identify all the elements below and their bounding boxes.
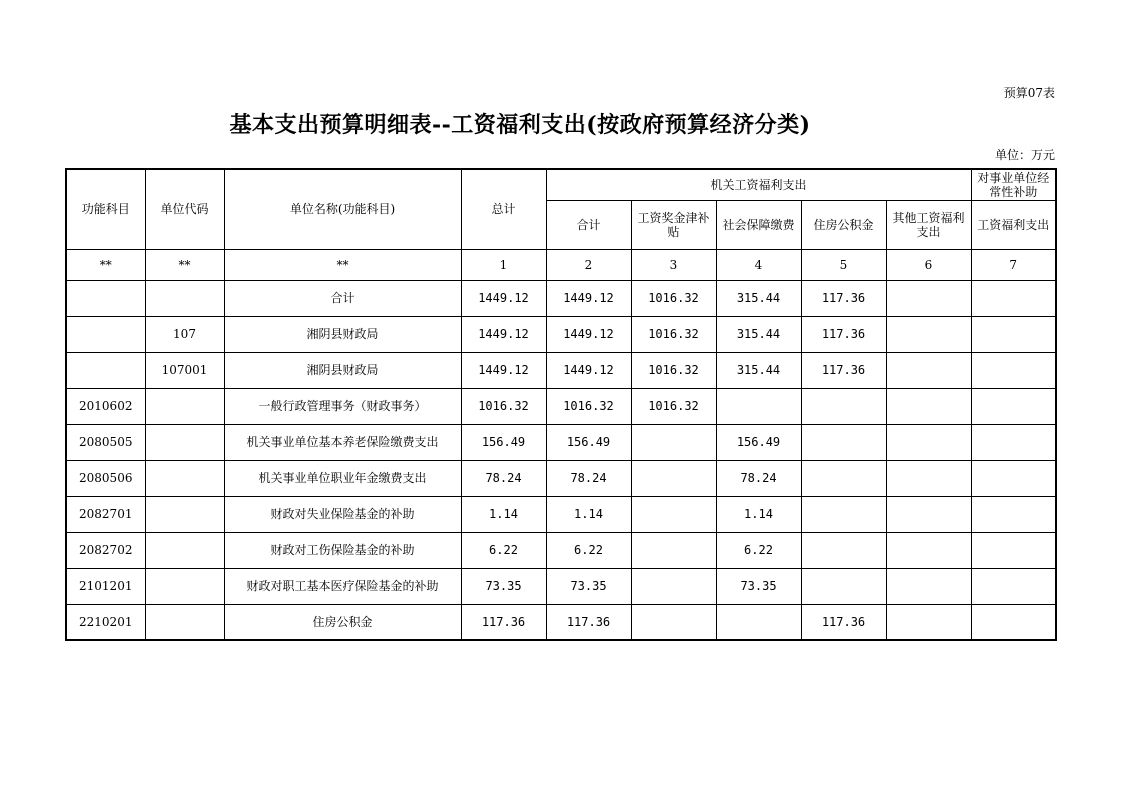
salary-cell (631, 532, 716, 568)
sub-total-cell: 6.22 (546, 532, 631, 568)
unit-name-cell: 机关事业单位基本养老保险缴费支出 (224, 424, 461, 460)
unit-code-cell (145, 388, 224, 424)
table-body (66, 280, 1056, 640)
table-row (66, 532, 1056, 568)
social-cell: 6.22 (716, 532, 801, 568)
index-cell: ** (145, 249, 224, 280)
unit-code-cell: 107001 (145, 352, 224, 388)
header-unit-code: 单位代码 (145, 169, 224, 249)
inst-salary-cell (971, 460, 1056, 496)
unit-name-cell: 合计 (224, 280, 461, 316)
total-cell: 1449.12 (461, 352, 546, 388)
sub-total-cell: 1.14 (546, 496, 631, 532)
social-cell: 315.44 (716, 316, 801, 352)
header-group-inst: 对事业单位经常性补助 (971, 169, 1056, 200)
other-cell (886, 496, 971, 532)
index-cell: 5 (801, 249, 886, 280)
header-func-code: 功能科目 (66, 169, 145, 249)
inst-salary-cell (971, 352, 1056, 388)
other-cell (886, 316, 971, 352)
table-row (66, 316, 1056, 352)
index-cell: 7 (971, 249, 1056, 280)
total-cell: 1449.12 (461, 316, 546, 352)
social-cell: 73.35 (716, 568, 801, 604)
index-cell: 6 (886, 249, 971, 280)
unit-code-cell: 107 (145, 316, 224, 352)
salary-cell: 1016.32 (631, 316, 716, 352)
housing-cell: 117.36 (801, 352, 886, 388)
inst-salary-cell (971, 568, 1056, 604)
func-code-cell (66, 280, 145, 316)
housing-cell (801, 568, 886, 604)
index-cell: 1 (461, 249, 546, 280)
salary-cell (631, 604, 716, 640)
form-number: 预算07表 (1003, 86, 1055, 100)
unit-name-cell: 湘阴县财政局 (224, 352, 461, 388)
total-cell: 1449.12 (461, 280, 546, 316)
salary-cell: 1016.32 (631, 352, 716, 388)
housing-cell (801, 460, 886, 496)
inst-salary-cell (971, 424, 1056, 460)
header-social: 社会保障缴费 (716, 200, 801, 249)
table-row (66, 352, 1056, 388)
inst-salary-cell (971, 388, 1056, 424)
func-code-cell: 2080505 (66, 424, 145, 460)
total-cell: 1016.32 (461, 388, 546, 424)
social-cell: 1.14 (716, 496, 801, 532)
sub-total-cell: 156.49 (546, 424, 631, 460)
index-cell: ** (224, 249, 461, 280)
social-cell: 156.49 (716, 424, 801, 460)
table-row (66, 496, 1056, 532)
salary-cell (631, 496, 716, 532)
func-code-cell (66, 352, 145, 388)
unit-name-cell: 湘阴县财政局 (224, 316, 461, 352)
header-row-1 (66, 169, 1056, 200)
budget-table (65, 168, 1057, 641)
unit-code-cell (145, 424, 224, 460)
unit-code-cell (145, 604, 224, 640)
index-cell: 2 (546, 249, 631, 280)
unit-code-cell (145, 460, 224, 496)
other-cell (886, 424, 971, 460)
inst-salary-cell (971, 496, 1056, 532)
unit-code-cell (145, 568, 224, 604)
total-cell: 117.36 (461, 604, 546, 640)
total-cell: 156.49 (461, 424, 546, 460)
housing-cell (801, 424, 886, 460)
unit-code-cell (145, 280, 224, 316)
social-cell: 315.44 (716, 352, 801, 388)
sub-total-cell: 78.24 (546, 460, 631, 496)
other-cell (886, 388, 971, 424)
table-row (66, 568, 1056, 604)
social-cell (716, 604, 801, 640)
social-cell: 78.24 (716, 460, 801, 496)
unit-name-cell: 住房公积金 (224, 604, 461, 640)
housing-cell: 117.36 (801, 604, 886, 640)
housing-cell (801, 388, 886, 424)
other-cell (886, 280, 971, 316)
header-housing: 住房公积金 (801, 200, 886, 249)
header-sub-total: 合计 (546, 200, 631, 249)
inst-salary-cell (971, 604, 1056, 640)
header-group-org: 机关工资福利支出 (546, 169, 971, 200)
func-code-cell: 2080506 (66, 460, 145, 496)
unit-label: 单位：万元 (994, 148, 1055, 162)
unit-code-cell (145, 496, 224, 532)
header-other: 其他工资福利支出 (886, 200, 971, 249)
func-code-cell: 2101201 (66, 568, 145, 604)
housing-cell (801, 496, 886, 532)
inst-salary-cell (971, 316, 1056, 352)
func-code-cell: 2210201 (66, 604, 145, 640)
housing-cell: 117.36 (801, 316, 886, 352)
total-cell: 1.14 (461, 496, 546, 532)
total-cell: 78.24 (461, 460, 546, 496)
other-cell (886, 532, 971, 568)
other-cell (886, 460, 971, 496)
index-cell: ** (66, 249, 145, 280)
sub-total-cell: 117.36 (546, 604, 631, 640)
header-inst-salary: 工资福利支出 (971, 200, 1056, 249)
table-row (66, 280, 1056, 316)
unit-name-cell: 财政对职工基本医疗保险基金的补助 (224, 568, 461, 604)
total-cell: 6.22 (461, 532, 546, 568)
total-cell: 73.35 (461, 568, 546, 604)
salary-cell (631, 568, 716, 604)
other-cell (886, 568, 971, 604)
index-cell: 4 (716, 249, 801, 280)
sub-total-cell: 73.35 (546, 568, 631, 604)
func-code-cell (66, 316, 145, 352)
other-cell (886, 604, 971, 640)
unit-name-cell: 财政对失业保险基金的补助 (224, 496, 461, 532)
header-salary: 工资奖金津补贴 (631, 200, 716, 249)
housing-cell (801, 532, 886, 568)
table-row (66, 604, 1056, 640)
salary-cell: 1016.32 (631, 280, 716, 316)
sub-total-cell: 1016.32 (546, 388, 631, 424)
inst-salary-cell (971, 532, 1056, 568)
table-row (66, 424, 1056, 460)
other-cell (886, 352, 971, 388)
social-cell: 315.44 (716, 280, 801, 316)
sub-total-cell: 1449.12 (546, 352, 631, 388)
table-row (66, 460, 1056, 496)
sub-total-cell: 1449.12 (546, 280, 631, 316)
unit-name-cell: 财政对工伤保险基金的补助 (224, 532, 461, 568)
unit-name-cell: 机关事业单位职业年金缴费支出 (224, 460, 461, 496)
housing-cell: 117.36 (801, 280, 886, 316)
salary-cell (631, 424, 716, 460)
header-total: 总计 (461, 169, 546, 249)
header-unit-name: 单位名称(功能科目) (224, 169, 461, 249)
page-title: 基本支出预算明细表--工资福利支出(按政府预算经济分类) (229, 112, 811, 138)
social-cell (716, 388, 801, 424)
sub-total-cell: 1449.12 (546, 316, 631, 352)
table-row (66, 388, 1056, 424)
index-cell: 3 (631, 249, 716, 280)
salary-cell (631, 460, 716, 496)
unit-code-cell (145, 532, 224, 568)
unit-name-cell: 一般行政管理事务（财政事务） (224, 388, 461, 424)
func-code-cell: 2082702 (66, 532, 145, 568)
salary-cell: 1016.32 (631, 388, 716, 424)
index-row (66, 249, 1056, 280)
inst-salary-cell (971, 280, 1056, 316)
func-code-cell: 2082701 (66, 496, 145, 532)
func-code-cell: 2010602 (66, 388, 145, 424)
